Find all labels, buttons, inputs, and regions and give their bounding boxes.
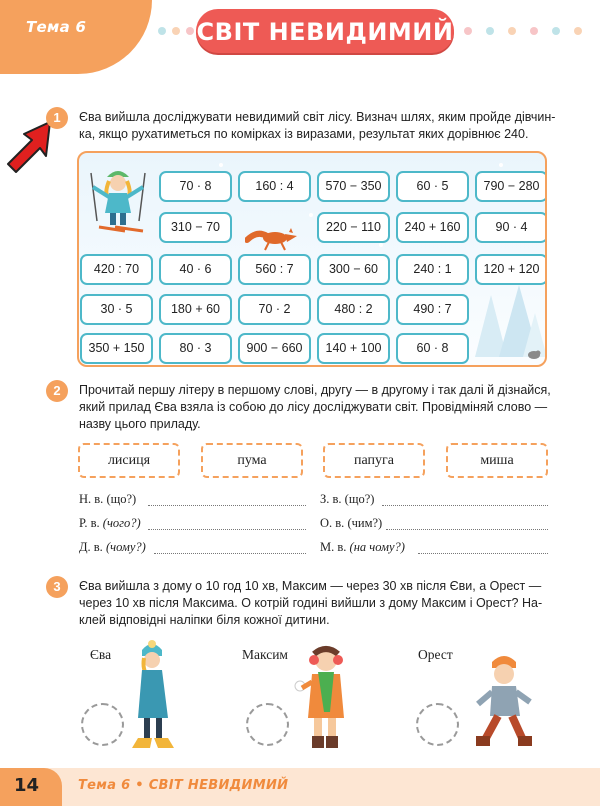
case-instrumental-label — [320, 516, 382, 531]
page-title: СВІТ НЕВИДИМИЙ — [196, 18, 454, 46]
maze-cell[interactable]: 310 − 70 — [159, 212, 232, 243]
page-number: 14 — [14, 775, 40, 796]
case-abbr: О. в. — [320, 516, 345, 530]
case-genitive-label — [79, 516, 141, 531]
task-2-text — [79, 382, 551, 433]
task-2-number: 2 — [46, 380, 68, 402]
maze-cell[interactable]: 70 · 8 — [159, 171, 232, 202]
child-name-eva: Єва — [90, 647, 112, 662]
case-question: (чим?) — [347, 516, 383, 530]
task-1-number: 1 — [46, 107, 68, 129]
case-question: (що?) — [106, 492, 137, 506]
maze-cell[interactable]: 560 : 7 — [238, 254, 311, 285]
maze-cell[interactable]: 490 : 7 — [396, 294, 469, 325]
maze-cell[interactable]: 60 · 8 — [396, 333, 469, 364]
decor-dot — [158, 27, 166, 35]
case-locative-label — [320, 540, 405, 555]
case-accusative-label — [320, 492, 374, 507]
maze-cell[interactable]: 60 · 5 — [396, 171, 469, 202]
topic-tab — [0, 0, 152, 74]
answer-line[interactable] — [154, 553, 306, 554]
task-3-text — [79, 578, 542, 629]
case-abbr: Н. в. — [79, 492, 104, 506]
answer-line[interactable] — [148, 505, 306, 506]
maze-cell[interactable]: 300 − 60 — [317, 254, 390, 285]
decor-dot — [530, 27, 538, 35]
maze-cell[interactable]: 40 · 6 — [159, 254, 232, 285]
case-nominative-label — [79, 492, 136, 507]
maze-cell[interactable]: 30 · 5 — [80, 294, 153, 325]
sticker-placeholder[interactable] — [416, 703, 459, 746]
task-2-line-3: назву цього приладу. — [79, 417, 201, 431]
child-name-maksym: Максим — [242, 647, 288, 662]
maze-cell[interactable]: 160 : 4 — [238, 171, 311, 202]
maze-cell[interactable]: 180 + 60 — [159, 294, 232, 325]
decor-dot — [552, 27, 560, 35]
case-abbr: М. в. — [320, 540, 347, 554]
fox-icon — [245, 224, 301, 252]
task-2-line-2: який прилад Єва взяла із собою до лісу досліджувати світ. Провідміняй слово — — [79, 400, 548, 414]
topic-label: Тема 6 — [26, 18, 87, 36]
task-3-line-3: клей відповідні наліпки біля кожної дитини. — [79, 613, 330, 627]
maze-cell[interactable]: 900 − 660 — [238, 333, 311, 364]
word-box: лисиця — [78, 443, 180, 478]
maze-cell[interactable]: 240 : 1 — [396, 254, 469, 285]
case-abbr: Р. в. — [79, 516, 100, 530]
task-2-line-1: Прочитай першу літеру в першому слові, другу — в другому і так далі й дізнайся, — [79, 383, 551, 397]
answer-line[interactable] — [418, 553, 548, 554]
task-3-line-1: Єва вийшла з дому о 10 год 10 хв, Максим — через 30 хв після Єви, а Орест — — [79, 579, 542, 593]
girl-eva-icon — [124, 640, 180, 754]
child-name-orest: Орест — [418, 647, 453, 662]
decor-dot — [508, 27, 516, 35]
task-1-line-2: ка, якщо рухатиметься по комірках із виразами, результат яких дорівнює 240. — [79, 127, 529, 141]
running-title: Тема 6 • СВІТ НЕВИДИМИЙ — [78, 778, 289, 793]
skier-girl-icon — [85, 165, 151, 235]
maze-cell[interactable]: 420 : 70 — [80, 254, 153, 285]
case-dative-label — [79, 540, 146, 555]
maze-cell[interactable]: 90 · 4 — [475, 212, 547, 243]
boy-maksym-icon — [292, 642, 356, 752]
word-box: папуга — [323, 443, 425, 478]
boy-orest-icon — [470, 652, 540, 752]
task-1-line-1: Єва вийшла досліджувати невидимий світ лісу. Визнач шлях, яким пройде дівчин- — [79, 110, 556, 124]
page-title-pill — [196, 9, 454, 53]
answer-line[interactable] — [148, 529, 306, 530]
maze-cell[interactable]: 220 − 110 — [317, 212, 390, 243]
case-question: (на чому?) — [349, 540, 405, 554]
bird-icon — [527, 349, 541, 359]
task-3-number: 3 — [46, 576, 68, 598]
answer-line[interactable] — [386, 529, 548, 530]
maze-cell[interactable]: 140 + 100 — [317, 333, 390, 364]
red-arrow-icon — [4, 120, 60, 176]
decor-dot — [486, 27, 494, 35]
maze-cell[interactable]: 790 − 280 — [475, 171, 547, 202]
sticker-placeholder[interactable] — [246, 703, 289, 746]
task-3-line-2: через 10 хв після Максима. О котрій годині вийшли з дому Максим і Орест? На- — [79, 596, 543, 610]
word-box: пума — [201, 443, 303, 478]
maze-cell[interactable]: 240 + 160 — [396, 212, 469, 243]
case-abbr: З. в. — [320, 492, 342, 506]
case-question: (що?) — [344, 492, 375, 506]
sticker-placeholder[interactable] — [81, 703, 124, 746]
maze-cell[interactable]: 80 · 3 — [159, 333, 232, 364]
case-question: (чому?) — [105, 540, 146, 554]
maze-cell[interactable]: 120 + 120 — [475, 254, 547, 285]
decor-dot — [574, 27, 582, 35]
case-abbr: Д. в. — [79, 540, 103, 554]
expression-maze — [77, 151, 547, 367]
maze-cell[interactable]: 350 + 150 — [80, 333, 153, 364]
decor-dot — [186, 27, 194, 35]
maze-cell[interactable]: 70 · 2 — [238, 294, 311, 325]
decor-dot — [172, 27, 180, 35]
maze-cell[interactable]: 480 : 2 — [317, 294, 390, 325]
answer-line[interactable] — [382, 505, 548, 506]
decor-dot — [464, 27, 472, 35]
word-box: миша — [446, 443, 548, 478]
case-question: (чого?) — [102, 516, 141, 530]
maze-cell[interactable]: 570 − 350 — [317, 171, 390, 202]
task-1-text — [79, 109, 555, 143]
